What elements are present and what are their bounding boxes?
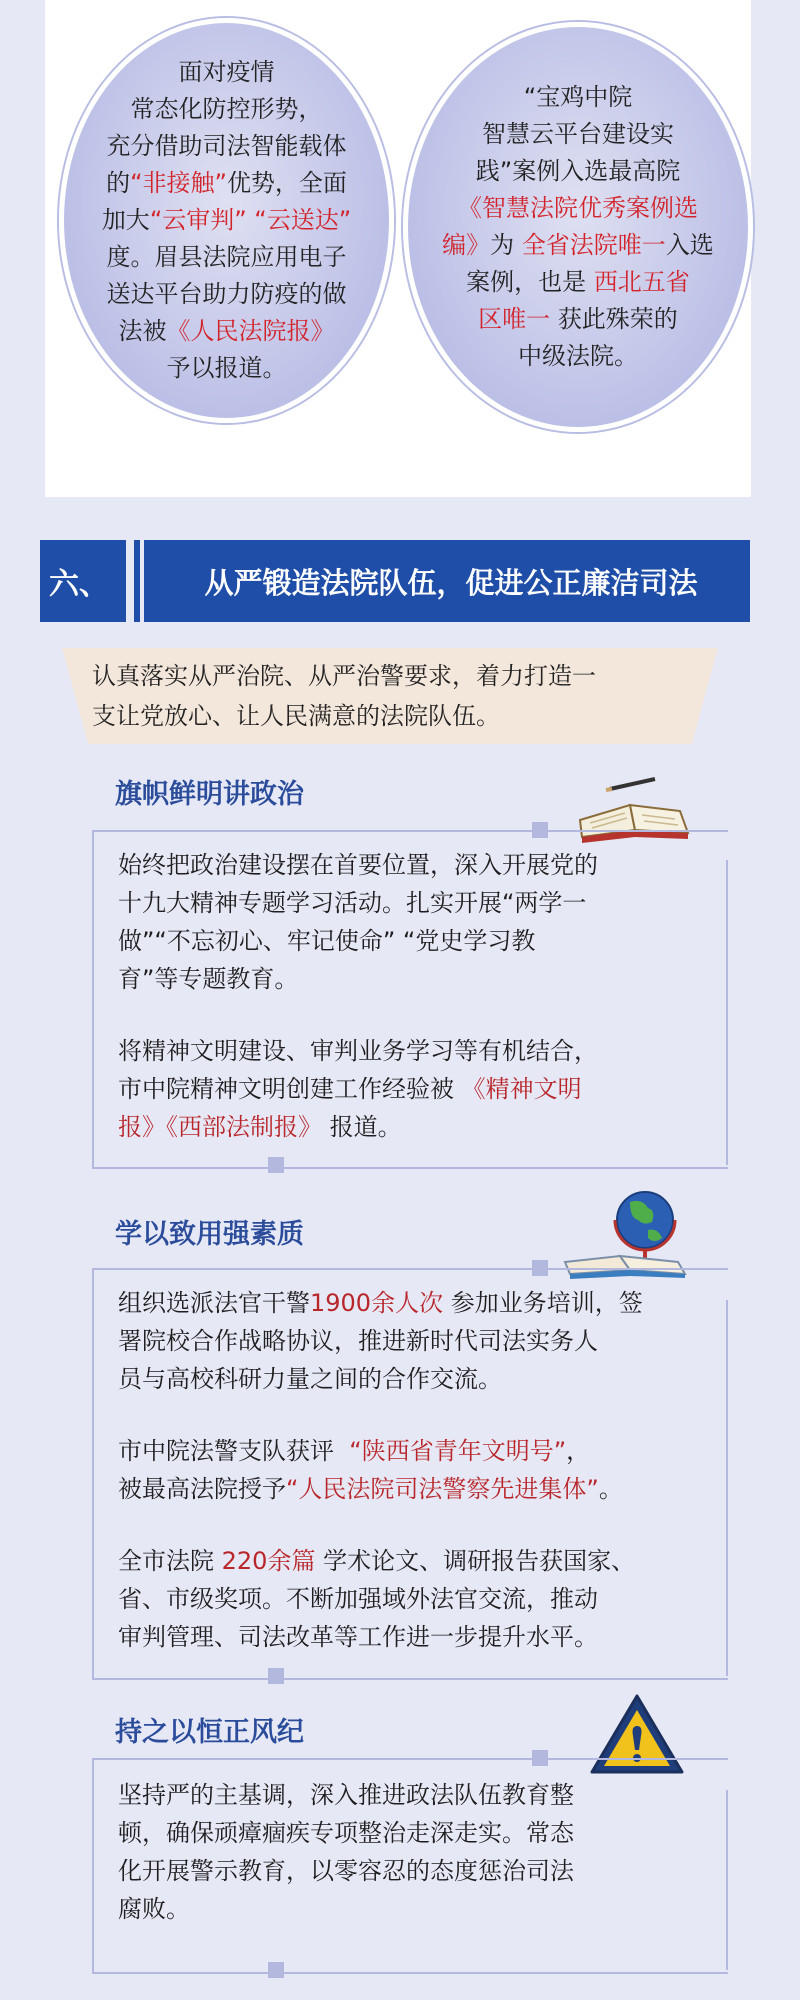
header-divider (126, 540, 134, 622)
text-line (102, 313, 351, 350)
decor-square (532, 1750, 548, 1766)
text-line: 度。眉县法院应用电子 (106, 243, 347, 271)
paragraph (118, 846, 718, 998)
text-line (442, 227, 714, 264)
text-line: 始终把政治建设摆在首要位置，深入开展党的 (118, 851, 598, 879)
text-line: 面对疫情 (178, 58, 275, 86)
text-span: 优势，全面 (226, 169, 347, 197)
text-line: 送达平台助力防疫的做 (106, 280, 347, 308)
decor-square (532, 822, 548, 838)
block-title-discipline: 持之以恒正风纪 (115, 1717, 304, 1748)
text-line (442, 264, 714, 301)
text-line: 中级法院。 (517, 342, 638, 370)
left-circle-text (102, 54, 351, 387)
text-span: 市中院精神文明创建工作经验被 (118, 1075, 454, 1103)
block-title-politics: 旗帜鲜明讲政治 (115, 779, 304, 810)
block-title-quality: 学以致用强素质 (115, 1219, 304, 1250)
text-line (118, 1432, 718, 1470)
text-line: 充分借助司法智能载体 (106, 132, 347, 160)
text-span: 获此殊荣的 (557, 305, 678, 333)
text-line: 支让党放心、让人民满意的法院队伍。 (92, 702, 500, 730)
text-line (118, 1070, 718, 1108)
text-span: 参加业务培训，签 (450, 1289, 643, 1317)
text-span: 全市法院 (118, 1547, 214, 1575)
text-line: 认真落实从严治院、从严治警要求，着力打造一 (92, 662, 596, 690)
text-span: 为 (490, 231, 515, 259)
highlight-text: 编》 (442, 231, 491, 259)
left-circle (59, 18, 394, 423)
text-line (102, 202, 351, 239)
box-border (726, 860, 728, 1165)
right-circle (403, 22, 753, 432)
text-line: 做”“不忘初心、牢记使命” “党史学习教 (118, 927, 536, 955)
text-line: 予以报道。 (166, 354, 287, 382)
highlight-text: 西北五省 (593, 268, 690, 296)
text-span: 被最高法院授予 (118, 1475, 286, 1503)
decor-square (532, 1260, 548, 1276)
text-line: 署院校合作战略协议，推进新时代司法实务人 (118, 1327, 598, 1355)
highlight-text: 1900余人次 (310, 1289, 444, 1317)
paragraph (118, 1284, 718, 1398)
text-span: ， (566, 1437, 591, 1465)
text-line: 常态化防控形势， (130, 95, 323, 123)
text-line: “宝鸡中院 (523, 83, 633, 111)
section-number: 六、 (49, 567, 109, 602)
paragraph (118, 1776, 718, 1928)
text-span: 组织选派法官干警 (118, 1289, 310, 1317)
highlight-text: 220余篇 (221, 1547, 316, 1575)
text-line (118, 1470, 718, 1508)
text-line: 践”案例入选最高院 (475, 157, 681, 185)
text-line: 坚持严的主基调，深入推进政法队伍教育整 (118, 1781, 574, 1809)
globe-icon (560, 1180, 710, 1280)
paragraph (118, 1542, 718, 1656)
text-line: 员与高校科研力量之间的合作交流。 (118, 1365, 502, 1393)
highlight-text: “陕西省青年文明号” (349, 1437, 567, 1465)
text-line: 将精神文明建设、审判业务学习等有机结合， (118, 1037, 598, 1065)
highlight-text: 全省法院唯一 (521, 231, 666, 259)
text-span: 市中院法警支队获评 (118, 1437, 334, 1465)
text-line: 化开展警示教育，以零容忍的态度惩治司法 (118, 1857, 574, 1885)
text-line (118, 1284, 718, 1322)
paragraph (118, 1432, 718, 1508)
section-header (40, 540, 750, 622)
text-line (442, 301, 714, 338)
text-line: 育”等专题教育。 (118, 965, 299, 993)
highlight-text: 区唯一 (478, 305, 551, 333)
text-span: 报道。 (329, 1113, 402, 1141)
text-span: 入选 (665, 231, 714, 259)
text-span: 案例，也是 (466, 268, 587, 296)
decor-square (268, 1157, 284, 1173)
highlight-text: 《精神文明 (461, 1075, 582, 1103)
paragraph (118, 1032, 718, 1146)
box-border (726, 1300, 728, 1676)
intro-text (92, 656, 712, 736)
text-span: 加大 (101, 206, 150, 234)
box-border (726, 1790, 728, 1970)
text-line (102, 165, 351, 202)
text-line: 省、市级奖项。不断加强域外法官交流，推动 (118, 1585, 598, 1613)
text-line: 智慧云平台建设实 (481, 120, 674, 148)
text-span: 学术论文、调研报告获国家、 (323, 1547, 636, 1575)
highlight-text: “人民法院司法警察先进集体” (286, 1475, 599, 1503)
decor-square (268, 1962, 284, 1978)
text-line: 十九大精神专题学习活动。扎实开展“两学一 (118, 889, 587, 917)
right-circle-text (442, 79, 714, 375)
text-line: 审判管理、司法改革等工作进一步提升水平。 (118, 1623, 598, 1651)
text-span: 的 (106, 169, 131, 197)
text-line (118, 1542, 718, 1580)
highlight-text: 报》《西部法制报》 (118, 1113, 322, 1141)
text-span: 法被 (118, 317, 167, 345)
highlight-text: “非接触” (130, 169, 227, 197)
highlight-text: 《人民法院报》 (166, 317, 335, 345)
section-title: 从严锻造法院队伍，促进公正廉洁司法 (204, 565, 698, 600)
highlight-text: 《智慧法院优秀案例选 (457, 194, 698, 222)
text-line: 顿，确保顽瘴痼疾专项整治走深走实。常态 (118, 1819, 574, 1847)
text-line: 腐败。 (118, 1895, 190, 1923)
text-span: 。 (598, 1475, 623, 1503)
text-line (118, 1108, 718, 1146)
decor-square (268, 1668, 284, 1684)
header-divider (140, 540, 144, 622)
highlight-text: “云审判” “云送达” (149, 206, 352, 234)
